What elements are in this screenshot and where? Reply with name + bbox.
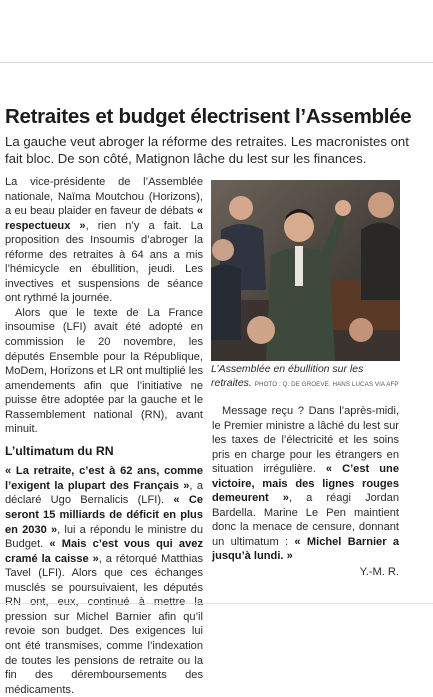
headline: Retraites et budget électrisent l’Assemblée: [5, 105, 412, 128]
paragraph-4: Message reçu ? Dans l’après-midi, le Premier ministre a lâché du lest sur les taxes de l’électricité et les soins pris en charge pour les étrangers en situation irrégulière. « C’est une victoire, mais des lignes rouges demeurent », a réagi Jordan Bardella. Marine Le Pen maintient donc la menace de censure, donnant un ultimatum : « Michel Barnier a jusqu’à lundi. »: [212, 405, 399, 563]
deck: La gauche veut abroger la réforme des retraites. Les macronistes ont fait bloc. De son côté, Matignon lâche du lest sur les finances.: [5, 134, 409, 166]
top-rule: [0, 62, 433, 63]
photo: [211, 180, 400, 361]
signature: Y.-M. R.: [359, 566, 399, 579]
paragraph-2: Alors que le texte de La France insoumise (LFI) avait été adopté en commission le 20 novembre, les députés Ensemble pour la République, MoDem, Horizons et LR ont multiplié les amendements afin que l’initiative ne puisse être adoptée par la gauche et le Rassemblement national (RN), avant minuit.: [5, 306, 203, 436]
column-left: [5, 175, 203, 697]
caption-text: L’Assemblée en ébullition sur les retraites.: [211, 363, 364, 389]
subhead: L’ultimatum du RN: [5, 443, 114, 458]
photo-caption: [211, 363, 406, 391]
column-right: [212, 404, 399, 580]
photo-illustration: [211, 180, 400, 361]
photo-credit: PHOTO : Q. DE GROEVE. HANS LUCAS VIA AFP: [254, 380, 399, 388]
paragraph-3: « La retraite, c’est à 62 ans, comme l’exigent la plupart des Français », a déclaré Ugo Bernalicis (LFI). « Ce seront 15 milliards de déficit en plus en 2030 », lui a répondu le ministre du Budget. « Mais c’est vous qui avez cramé la caisse », a rétorqué Matthias Tavel (LFI). Alors que ces échanges musclés se poursuivaient, les députés pression sur Michel Barnier afin qu’il revoie son budget. Des exigences lui ont été transmises, comme l’indexation de toutes les pensions de retraite ou la fin des déremboursements des médicaments.: [5, 465, 204, 696]
bottom-rule: [0, 603, 433, 604]
paragraph-1: La vice-présidente de l’Assemblée nationale, Naïma Moutchou (Horizons), a eu beau plaider en faveur de débats « respectueux », rien n’y a fait. La proposition des Insoumis d’abroger la réforme des retraites à 64 ans a mis l’hémicycle en ébullition, jeudi. Les invectives et suspensions de séance ont rythmé la journée.: [5, 176, 203, 305]
